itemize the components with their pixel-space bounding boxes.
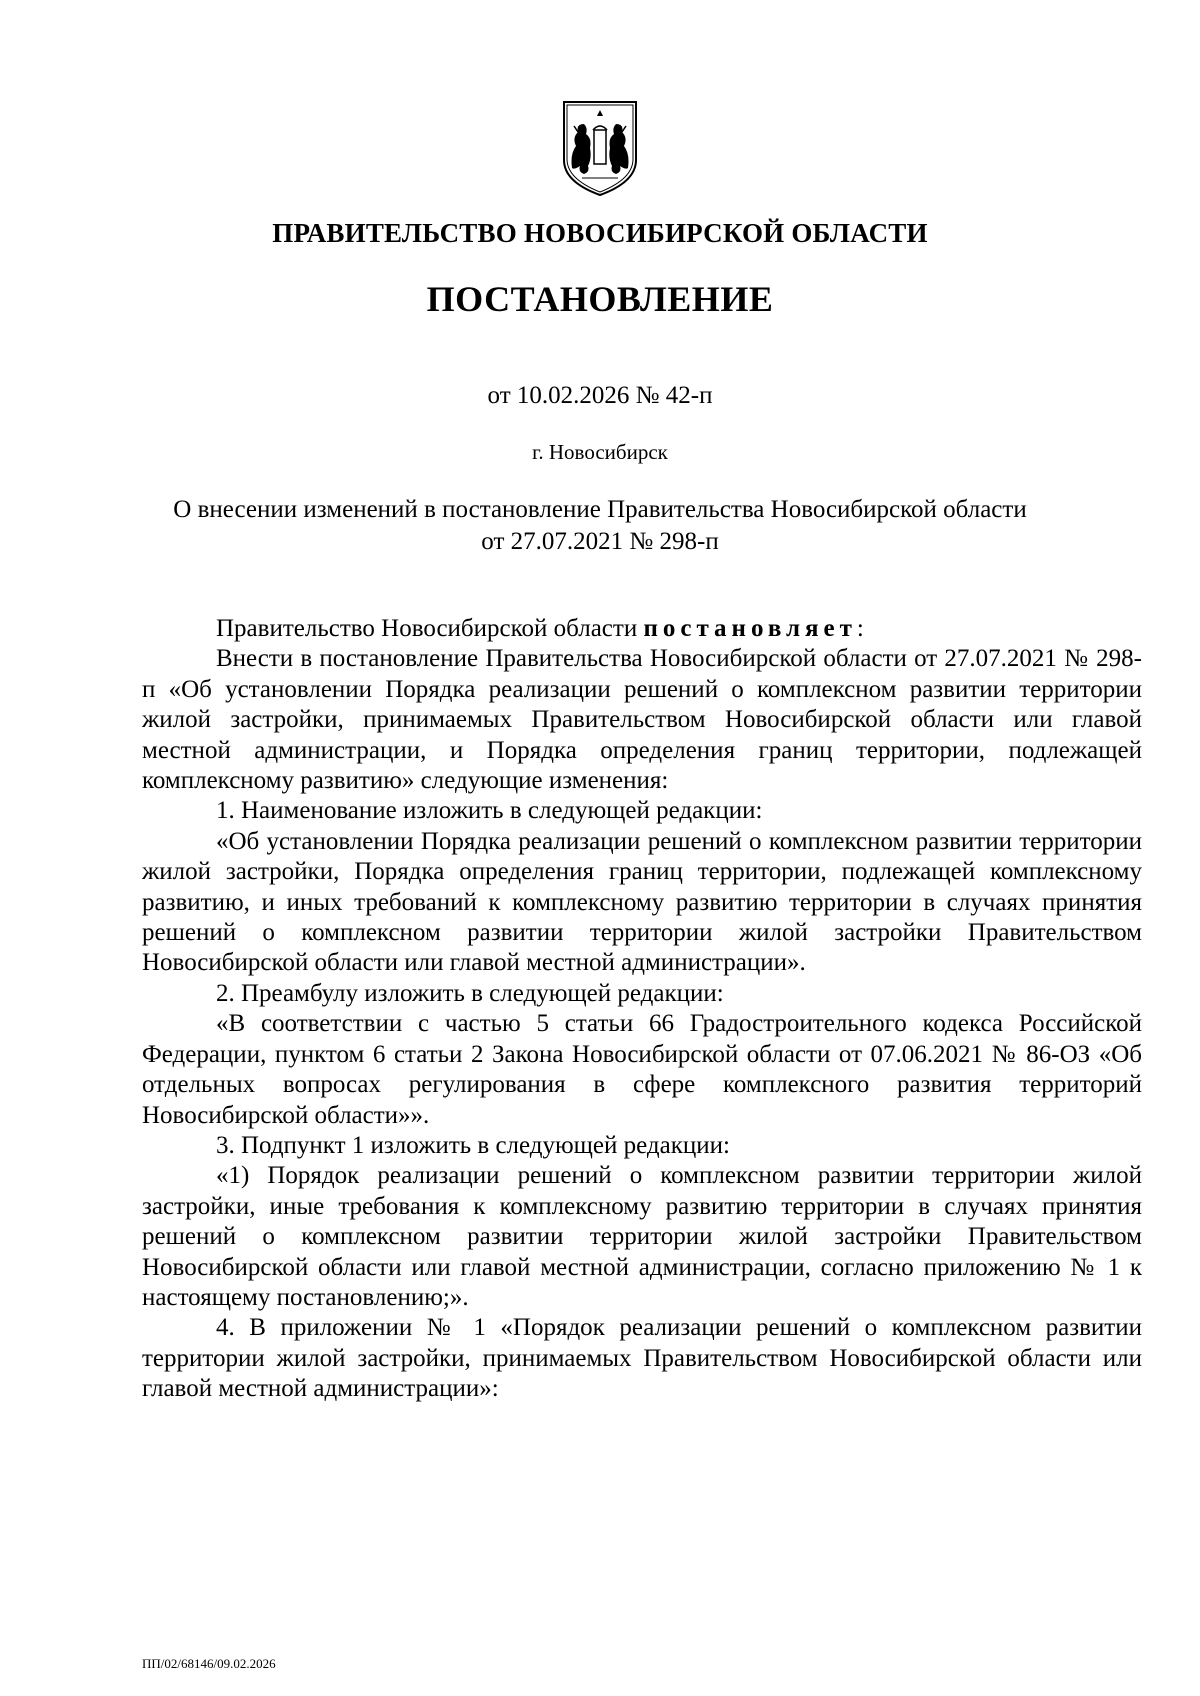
document-type: ПОСТАНОВЛЕНИЕ: [426, 279, 774, 319]
document-body: [142, 614, 1142, 1405]
document-city: г. Новосибирск: [532, 440, 668, 464]
paragraph-1: Внести в постановление Правительства Новосибирской области от 27.07.2021 № 298-п «Об установлении Порядка реализации решений о комплексном развитии территории жилой застройки, принимаемых Правительством Новосибирской области или главой местной администрации, и Порядка определения границ территории, подлежащей комплексному развитию» следующие изменения:: [142, 645, 1142, 795]
subject-line-2: от 27.07.2021 № 298-п: [481, 528, 719, 555]
paragraph-5: «В соответствии с частью 5 статьи 66 Градостроительного кодекса Российской Федерации, пунктом 6 статьи 2 Закона Новосибирской области от 07.06.2021 № 86-ОЗ «Об отдельных вопросах регулирования в сфере комплексного развития территорий Новосибирской области»».: [142, 1010, 1142, 1129]
paragraph-7: «1) Порядок реализации решений о комплексном развитии территории жилой застройки, иные требования к комплексному развитию территории в случаях принятия решений о комплексном развитии территории жилой застройки Правительством Новосибирской области или главой местной администрации, согласно приложению № 1 к настоящему постановлению;».: [142, 1162, 1142, 1311]
coat-of-arms-icon: [560, 98, 640, 198]
paragraph-4: 2. Преамбулу изложить в следующей редакции:: [216, 979, 724, 1007]
footer-code: ПП/02/68146/09.02.2026: [142, 1656, 276, 1671]
intro-prefix: Правительство Новосибирской области: [216, 615, 644, 642]
intro-suffix: :: [856, 615, 864, 642]
paragraph-8: 4. В приложении № 1 «Порядок реализации решений о комплексном развитии территории жилой застройки, принимаемых Правительством Новосибирской области или главой местной администрации»:: [142, 1314, 1142, 1403]
paragraph-3: «Об установлении Порядка реализации решений о комплексном развитии территории жилой застройки, Порядка определения границ территории, подлежащей комплексному развитию, и иных требований к комплексному развитию территории в случаях принятия решений о комплексном развитии территории жилой застройки Правительством Новосибирской области или главой местной администрации».: [142, 827, 1142, 977]
intro-paragraph: [142, 614, 1142, 644]
paragraph-2: 1. Наименование изложить в следующей редакции:: [216, 797, 763, 825]
paragraph-6: 3. Подпункт 1 изложить в следующей редакции:: [216, 1131, 730, 1159]
document-date-number: от 10.02.2026 № 42-п: [487, 382, 713, 409]
subject-line-1: О внесении изменений в постановление Правительства Новосибирской области: [173, 496, 1027, 523]
government-name: ПРАВИТЕЛЬСТВО НОВОСИБИРСКОЙ ОБЛАСТИ: [272, 218, 928, 248]
decides-word: постановляет: [643, 615, 857, 642]
document-subject: [0, 494, 1200, 558]
